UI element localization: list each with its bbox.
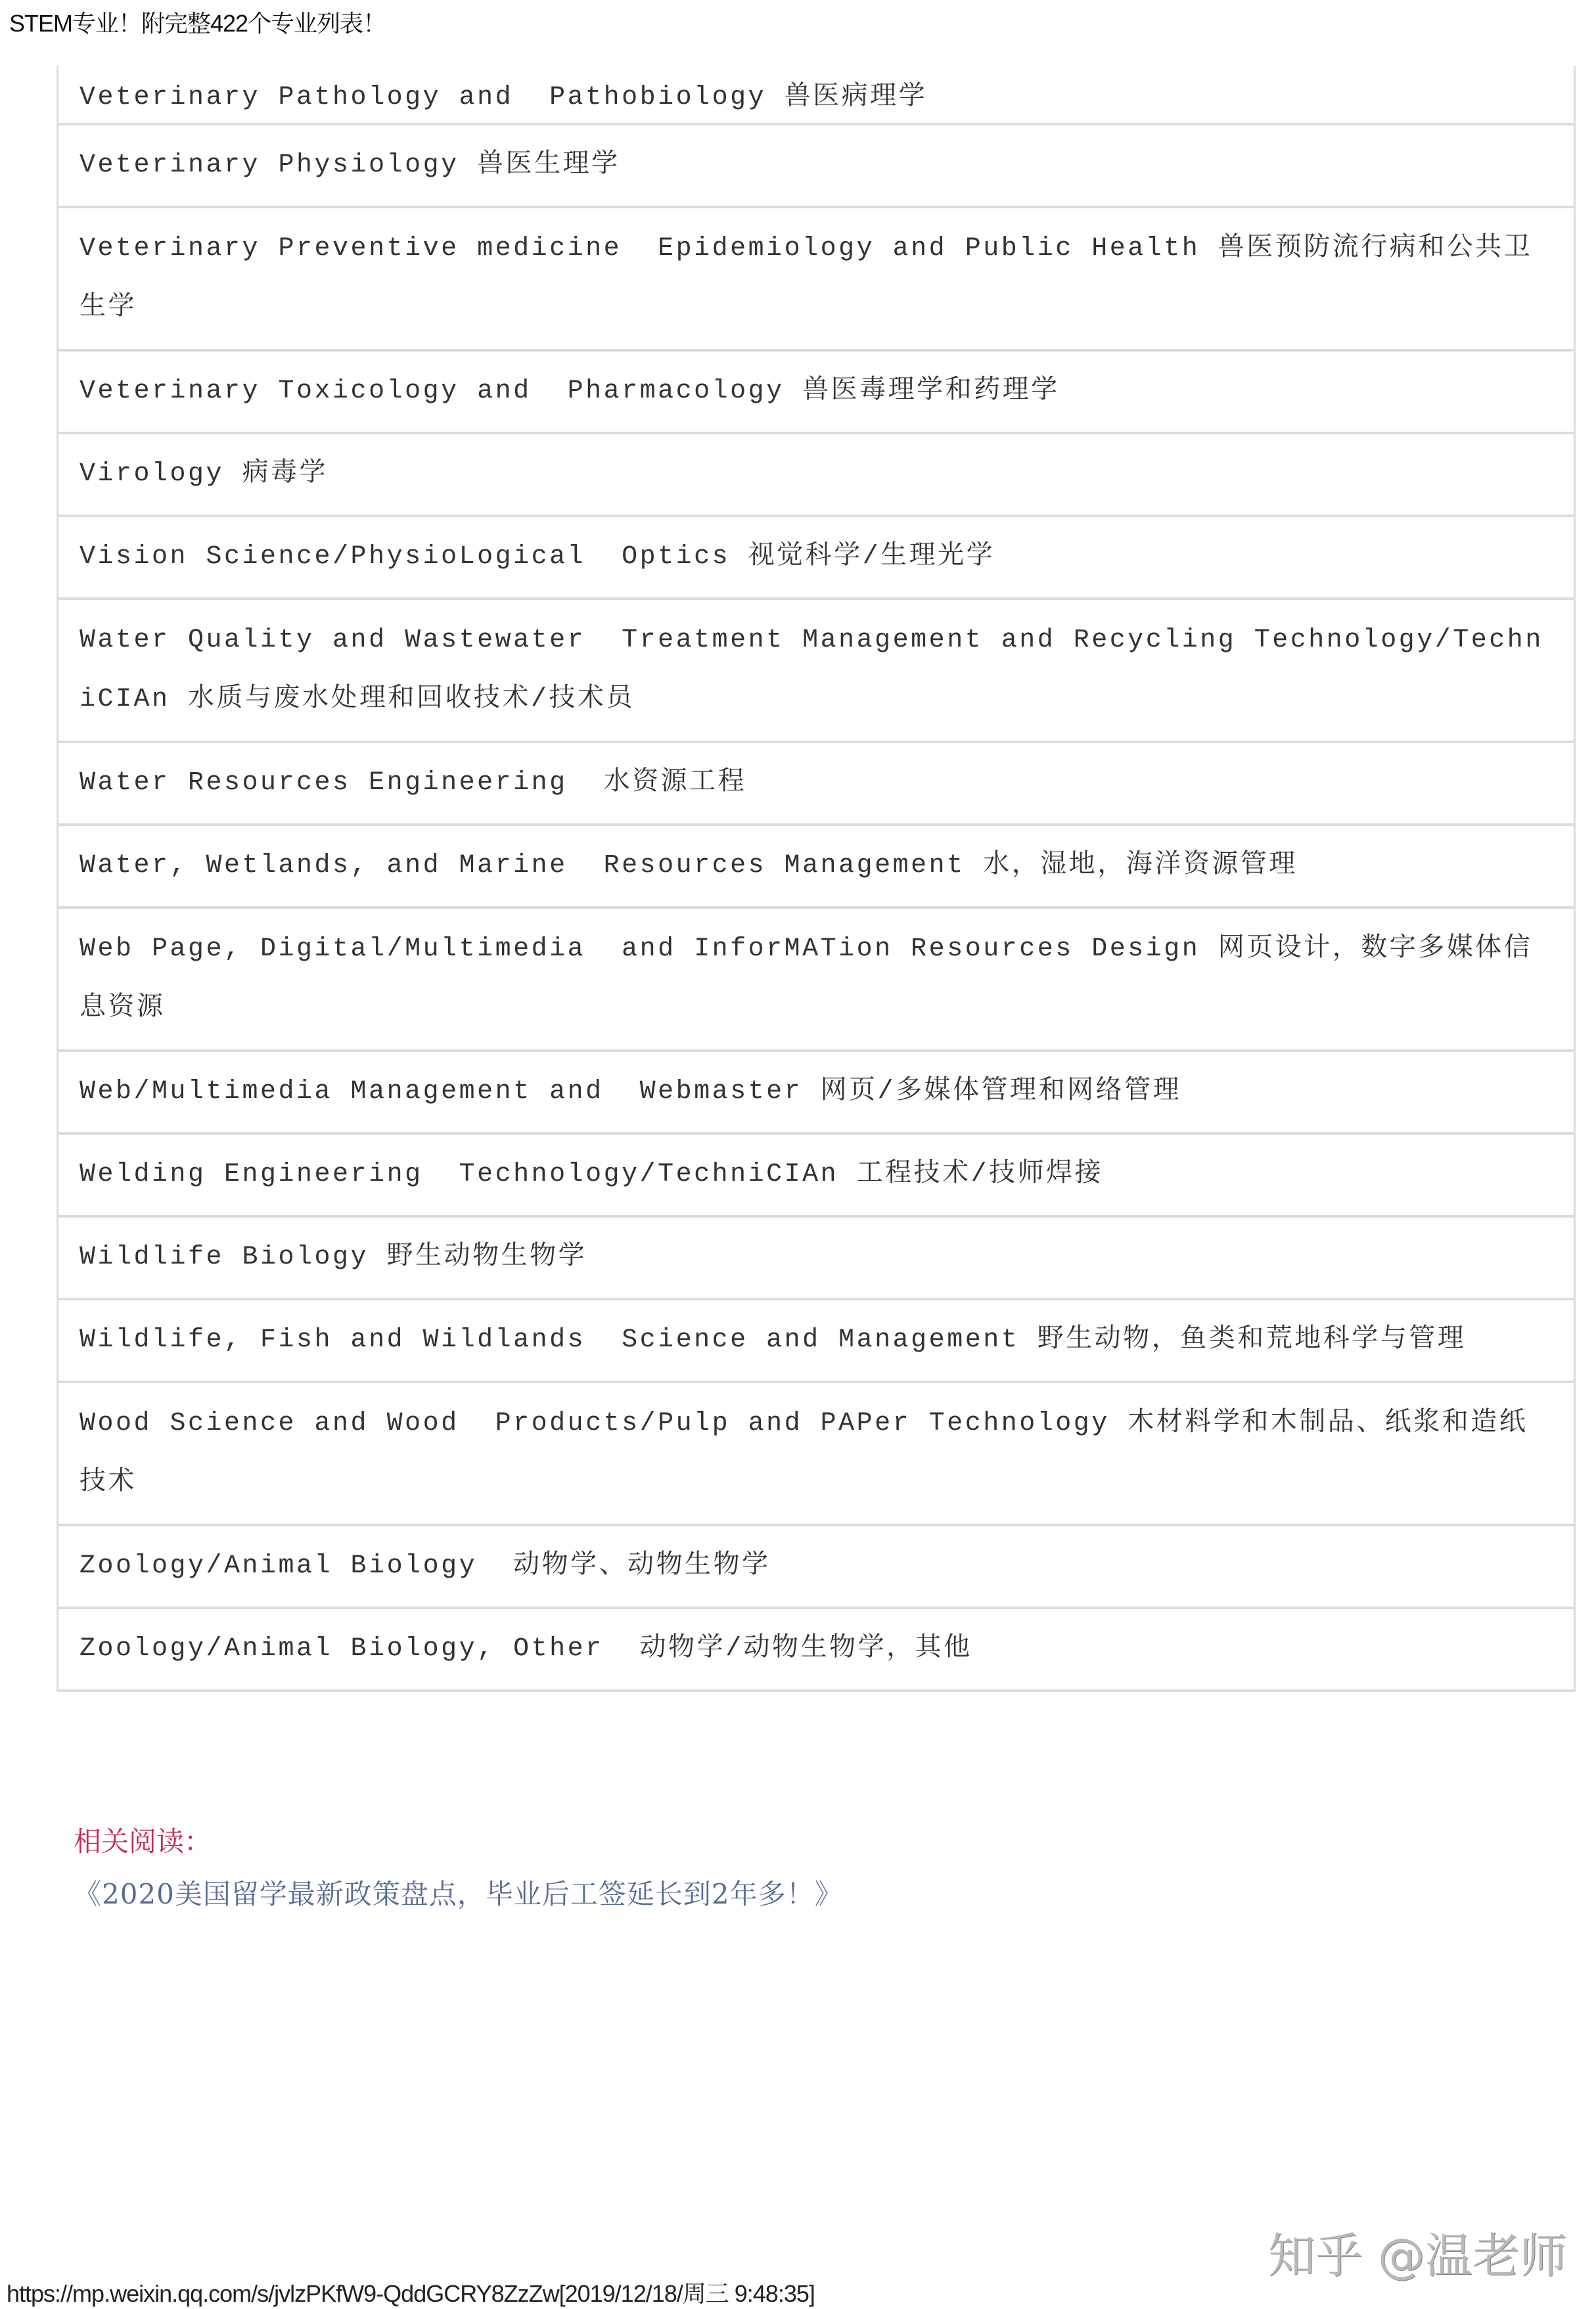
table-cell: Veterinary Pathology and Pathobiology 兽医病理学 bbox=[80, 83, 928, 112]
table-row bbox=[58, 826, 1574, 909]
table-row bbox=[58, 66, 1574, 126]
table-cell: Web/Multimedia Management and Webmaster 网页/多媒体管理和网络管理 bbox=[80, 1077, 1182, 1107]
table-cell: Web Page, Digital/Multimedia and InforMATion Resources Design 网页设计，数字多媒体信息资源 bbox=[80, 934, 1533, 1023]
table-cell: Veterinary Physiology 兽医生理学 bbox=[80, 150, 620, 180]
table-cell: Wildlife, Fish and Wildlands Science and Management 野生动物，鱼类和荒地科学与管理 bbox=[80, 1325, 1467, 1355]
table-row bbox=[58, 1383, 1574, 1526]
table-row bbox=[58, 1526, 1574, 1609]
table-cell: Zoology/Animal Biology, Other 动物学/动物生物学，其他 bbox=[80, 1634, 972, 1664]
table-row bbox=[58, 352, 1574, 434]
table-cell: Virology 病毒学 bbox=[80, 459, 329, 489]
table-row bbox=[58, 434, 1574, 517]
table-cell: Welding Engineering Technology/TechniCIAn 工程技术/技师焊接 bbox=[80, 1160, 1104, 1189]
table-row bbox=[58, 600, 1574, 743]
table-row bbox=[58, 1300, 1574, 1383]
table-row bbox=[58, 1609, 1574, 1692]
table-row bbox=[58, 208, 1574, 352]
table-cell: Wood Science and Wood Products/Pulp and PAPer Technology 木材料学和木制品、纸浆和造纸技术 bbox=[80, 1409, 1528, 1497]
table-row bbox=[58, 909, 1574, 1052]
related-article-link[interactable]: 《2020美国留学最新政策盘点，毕业后工签延长到2年多！》 bbox=[74, 1878, 843, 1910]
table-row bbox=[58, 1052, 1574, 1135]
table-cell: Zoology/Animal Biology 动物学、动物生物学 bbox=[80, 1551, 771, 1581]
majors-table bbox=[57, 66, 1576, 1692]
table-row bbox=[58, 1135, 1574, 1218]
table-row bbox=[58, 517, 1574, 600]
table-cell: Wildlife Biology 野生动物生物学 bbox=[80, 1243, 587, 1272]
related-reading-label: 相关阅读： bbox=[74, 1825, 212, 1858]
table-row bbox=[58, 1218, 1574, 1300]
page-title: STEM专业！附完整422个专业列表！ bbox=[9, 10, 386, 37]
table-cell: Water, Wetlands, and Marine Resources Management 水，湿地，海洋资源管理 bbox=[80, 851, 1298, 880]
table-cell: Veterinary Toxicology and Pharmacology 兽医毒理学和药理学 bbox=[80, 377, 1060, 406]
table-cell: Veterinary Preventive medicine Epidemiology and Public Health 兽医预防流行病和公共卫生学 bbox=[80, 234, 1533, 323]
table-row bbox=[58, 126, 1574, 208]
source-url: https://mp.weixin.qq.com/s/jvlzPKfW9-QddGCRY8ZzZw[2019/12/18/周三 9:48:35] bbox=[7, 2280, 815, 2307]
table-cell: Water Resources Engineering 水资源工程 bbox=[80, 768, 747, 798]
table-cell: Vision Science/PhysioLogical Optics 视觉科学/生理光学 bbox=[80, 542, 995, 572]
table-row bbox=[58, 743, 1574, 826]
zhihu-watermark: 知乎 @温老师 bbox=[1268, 2228, 1567, 2283]
table-cell: Water Quality and Wastewater Treatment Management and Recycling Technology/TechniCIAn 水质与废水处理和回收技术/技术员 bbox=[80, 626, 1543, 714]
